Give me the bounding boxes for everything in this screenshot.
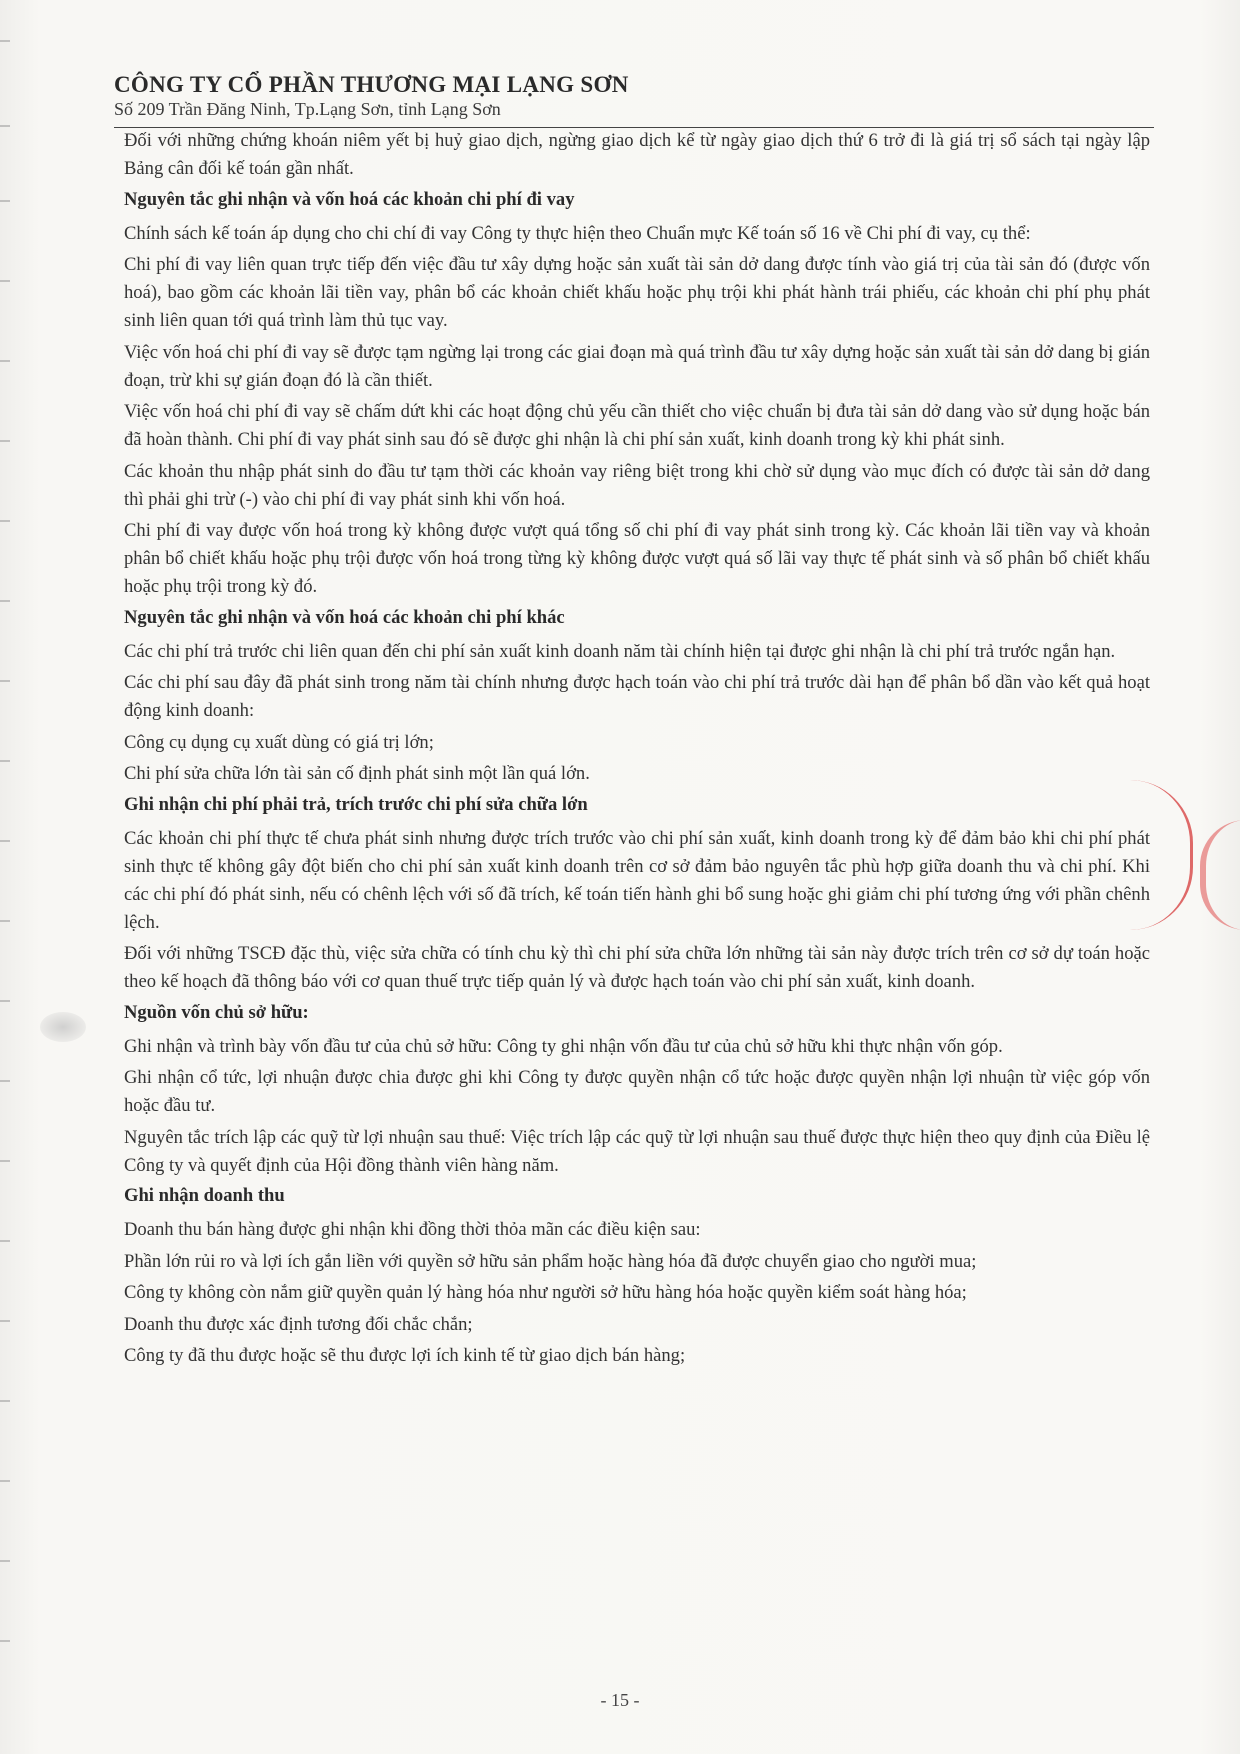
paragraph: Chi phí đi vay liên quan trực tiếp đến việc đầu tư xây dựng hoặc sản xuất tài sản dở dang được tính vào giá trị của tài sản đó (được vốn hoá), bao gồm các khoản lãi tiền vay, phân bổ các khoản chiết khấu hoặc phụ trội khi phát hành trái phiếu, các khoản chi phí phụ phát sinh liên quan tới quá trình làm thủ tục vay. xyxy=(124,254,1150,331)
binding-mark xyxy=(0,280,10,282)
paragraph: Việc vốn hoá chi phí đi vay sẽ chấm dứt khi các hoạt động chủ yếu cần thiết cho việc chuẩn bị đưa tài sản dở dang vào sử dụng hoặc bán đã hoàn thành. Chi phí đi vay phát sinh sau đó sẽ được ghi nhận là chi phí sản xuất, kinh doanh trong kỳ khi phát sinh. xyxy=(124,401,1150,450)
section-heading: Nguyên tắc ghi nhận và vốn hoá các khoản chi phí đi vay xyxy=(124,188,575,210)
section-heading: Ghi nhận chi phí phải trả, trích trước chi phí sửa chữa lớn xyxy=(124,793,588,815)
paragraph: Các khoản thu nhập phát sinh do đầu tư tạm thời các khoản vay riêng biệt trong khi chờ sử dụng vào mục đích có được tài sản dở dang thì phải ghi trừ (-) vào chi phí đi vay phát sinh khi vốn hoá. xyxy=(124,460,1150,510)
binding-mark xyxy=(0,680,10,682)
section-heading: Ghi nhận doanh thu xyxy=(124,1185,285,1206)
paragraph: Ghi nhận và trình bày vốn đầu tư của chủ sở hữu: Công ty ghi nhận vốn đầu tư của chủ sở hữu khi thực nhận vốn góp. xyxy=(124,1035,1003,1057)
binding-mark xyxy=(0,920,10,922)
binding-mark xyxy=(0,125,10,127)
binding-mark xyxy=(0,1480,10,1482)
binding-mark xyxy=(0,200,10,202)
binding-mark xyxy=(0,1640,10,1642)
paragraph: Chi phí đi vay được vốn hoá trong kỳ không được vượt quá tổng số chi phí đi vay phát sinh trong kỳ. Các khoản lãi tiền vay và khoản phân bổ chiết khấu hoặc phụ trội được vốn hoá trong từng kỳ không được vượt quá số lãi vay thực tế phát sinh và số phân bổ chiết khấu hoặc phụ trội trong kỳ đó. xyxy=(124,520,1150,597)
paragraph: Đối với những chứng khoán niêm yết bị huỷ giao dịch, ngừng giao dịch kể từ ngày giao dịch thứ 6 trở đi là giá trị sổ sách tại ngày lập Bảng cân đối kế toán gần nhất. xyxy=(124,130,1150,179)
section-heading: Nguyên tắc ghi nhận và vốn hoá các khoản chi phí khác xyxy=(124,606,565,628)
paragraph: Doanh thu được xác định tương đối chắc chắn; xyxy=(124,1313,473,1335)
binding-mark xyxy=(0,1080,10,1082)
paragraph: Chi phí sửa chữa lớn tài sản cố định phát sinh một lần quá lớn. xyxy=(124,763,590,784)
company-address: Số 209 Trần Đăng Ninh, Tp.Lạng Sơn, tỉnh Lạng Sơn xyxy=(114,99,501,119)
binding-mark xyxy=(0,1000,10,1002)
paragraph: Các chi phí sau đây đã phát sinh trong năm tài chính nhưng được hạch toán vào chi phí trả trước dài hạn để phân bổ dần vào kết quả hoạt động kinh doanh: xyxy=(124,672,1150,721)
binding-mark xyxy=(0,1560,10,1562)
binding-mark xyxy=(0,1160,10,1162)
binding-mark xyxy=(0,440,10,442)
red-seal-edge xyxy=(1200,820,1240,930)
binding-mark xyxy=(0,360,10,362)
binding-mark xyxy=(0,1320,10,1322)
paragraph: Công ty đã thu được hoặc sẽ thu được lợi ích kinh tế từ giao dịch bán hàng; xyxy=(124,1345,686,1366)
binding-mark xyxy=(0,1400,10,1402)
ink-smudge xyxy=(40,1012,86,1042)
paragraph: Công cụ dụng cụ xuất dùng có giá trị lớn; xyxy=(124,731,434,753)
paragraph: Việc vốn hoá chi phí đi vay sẽ được tạm ngừng lại trong các giai đoạn mà quá trình đầu tư xây dựng hoặc sản xuất tài sản dở dang bị gián đoạn, trừ khi sự gián đoạn đó là cần thiết. xyxy=(124,341,1150,391)
binding-mark xyxy=(0,520,10,522)
paragraph: Các khoản chi phí thực tế chưa phát sinh nhưng được trích trước vào chi phí sản xuất, kinh doanh trong kỳ để đảm bảo khi chi phí phát sinh thực tế không gây đột biến cho chi phí sản xuất kinh doanh trên cơ sở đảm bảo nguyên tắc phù hợp giữa doanh thu và chi phí. Khi các chi phí đó phát sinh, nếu có chênh lệch với số đã trích, kế toán tiến hành ghi bổ sung hoặc ghi giảm chi phí tương ứng với phần chênh lệch. xyxy=(124,827,1150,933)
paragraph: Ghi nhận cổ tức, lợi nhuận được chia được ghi khi Công ty được quyền nhận cổ tức hoặc được quyền nhận lợi nhuận từ việc góp vốn hoặc đầu tư. xyxy=(124,1067,1150,1116)
red-seal-partial xyxy=(1130,780,1193,930)
paragraph: Nguyên tắc trích lập các quỹ từ lợi nhuận sau thuế: Việc trích lập các quỹ từ lợi nhuận sau thuế được thực hiện theo quy định của Điều lệ Công ty và quyết định của Hội đồng thành viên hàng năm. xyxy=(124,1126,1150,1176)
document-header xyxy=(114,72,1154,120)
binding-mark xyxy=(0,760,10,762)
paragraph: Phần lớn rủi ro và lợi ích gắn liền với quyền sở hữu sản phẩm hoặc hàng hóa đã được chuyển giao cho người mua; xyxy=(124,1250,977,1272)
paragraph: Các chi phí trả trước chi liên quan đến chi phí sản xuất kinh doanh năm tài chính hiện tại được ghi nhận là chi phí trả trước ngắn hạn. xyxy=(124,640,1116,662)
paragraph: Chính sách kế toán áp dụng cho chi chí đi vay Công ty thực hiện theo Chuẩn mực Kế toán số 16 về Chi phí đi vay, cụ thể: xyxy=(124,222,1031,244)
binding-mark xyxy=(0,600,10,602)
paragraph: Đối với những TSCĐ đặc thù, việc sửa chữa có tính chu kỳ thì chi phí sửa chữa lớn những tài sản này được trích trên cơ sở dự toán hoặc theo kế hoạch đã thông báo với cơ quan thuế trực tiếp quản lý và được hạch toán vào chi phí sản xuất, kinh doanh. xyxy=(124,943,1150,992)
binding-mark xyxy=(0,1240,10,1242)
binding-mark xyxy=(0,840,10,842)
section-heading: Nguồn vốn chủ sở hữu: xyxy=(124,1001,309,1023)
document-body xyxy=(124,127,1150,1374)
paragraph: Công ty không còn nắm giữ quyền quản lý hàng hóa như người sở hữu hàng hóa hoặc quyền kiểm soát hàng hóa; xyxy=(124,1282,967,1303)
paragraph: Doanh thu bán hàng được ghi nhận khi đồng thời thỏa mãn các điều kiện sau: xyxy=(124,1219,701,1240)
binding-mark xyxy=(0,40,10,42)
page-number: - 15 - xyxy=(600,1690,640,1710)
company-name: CÔNG TY CỔ PHẦN THƯƠNG MẠI LẠNG SƠN xyxy=(114,72,629,97)
